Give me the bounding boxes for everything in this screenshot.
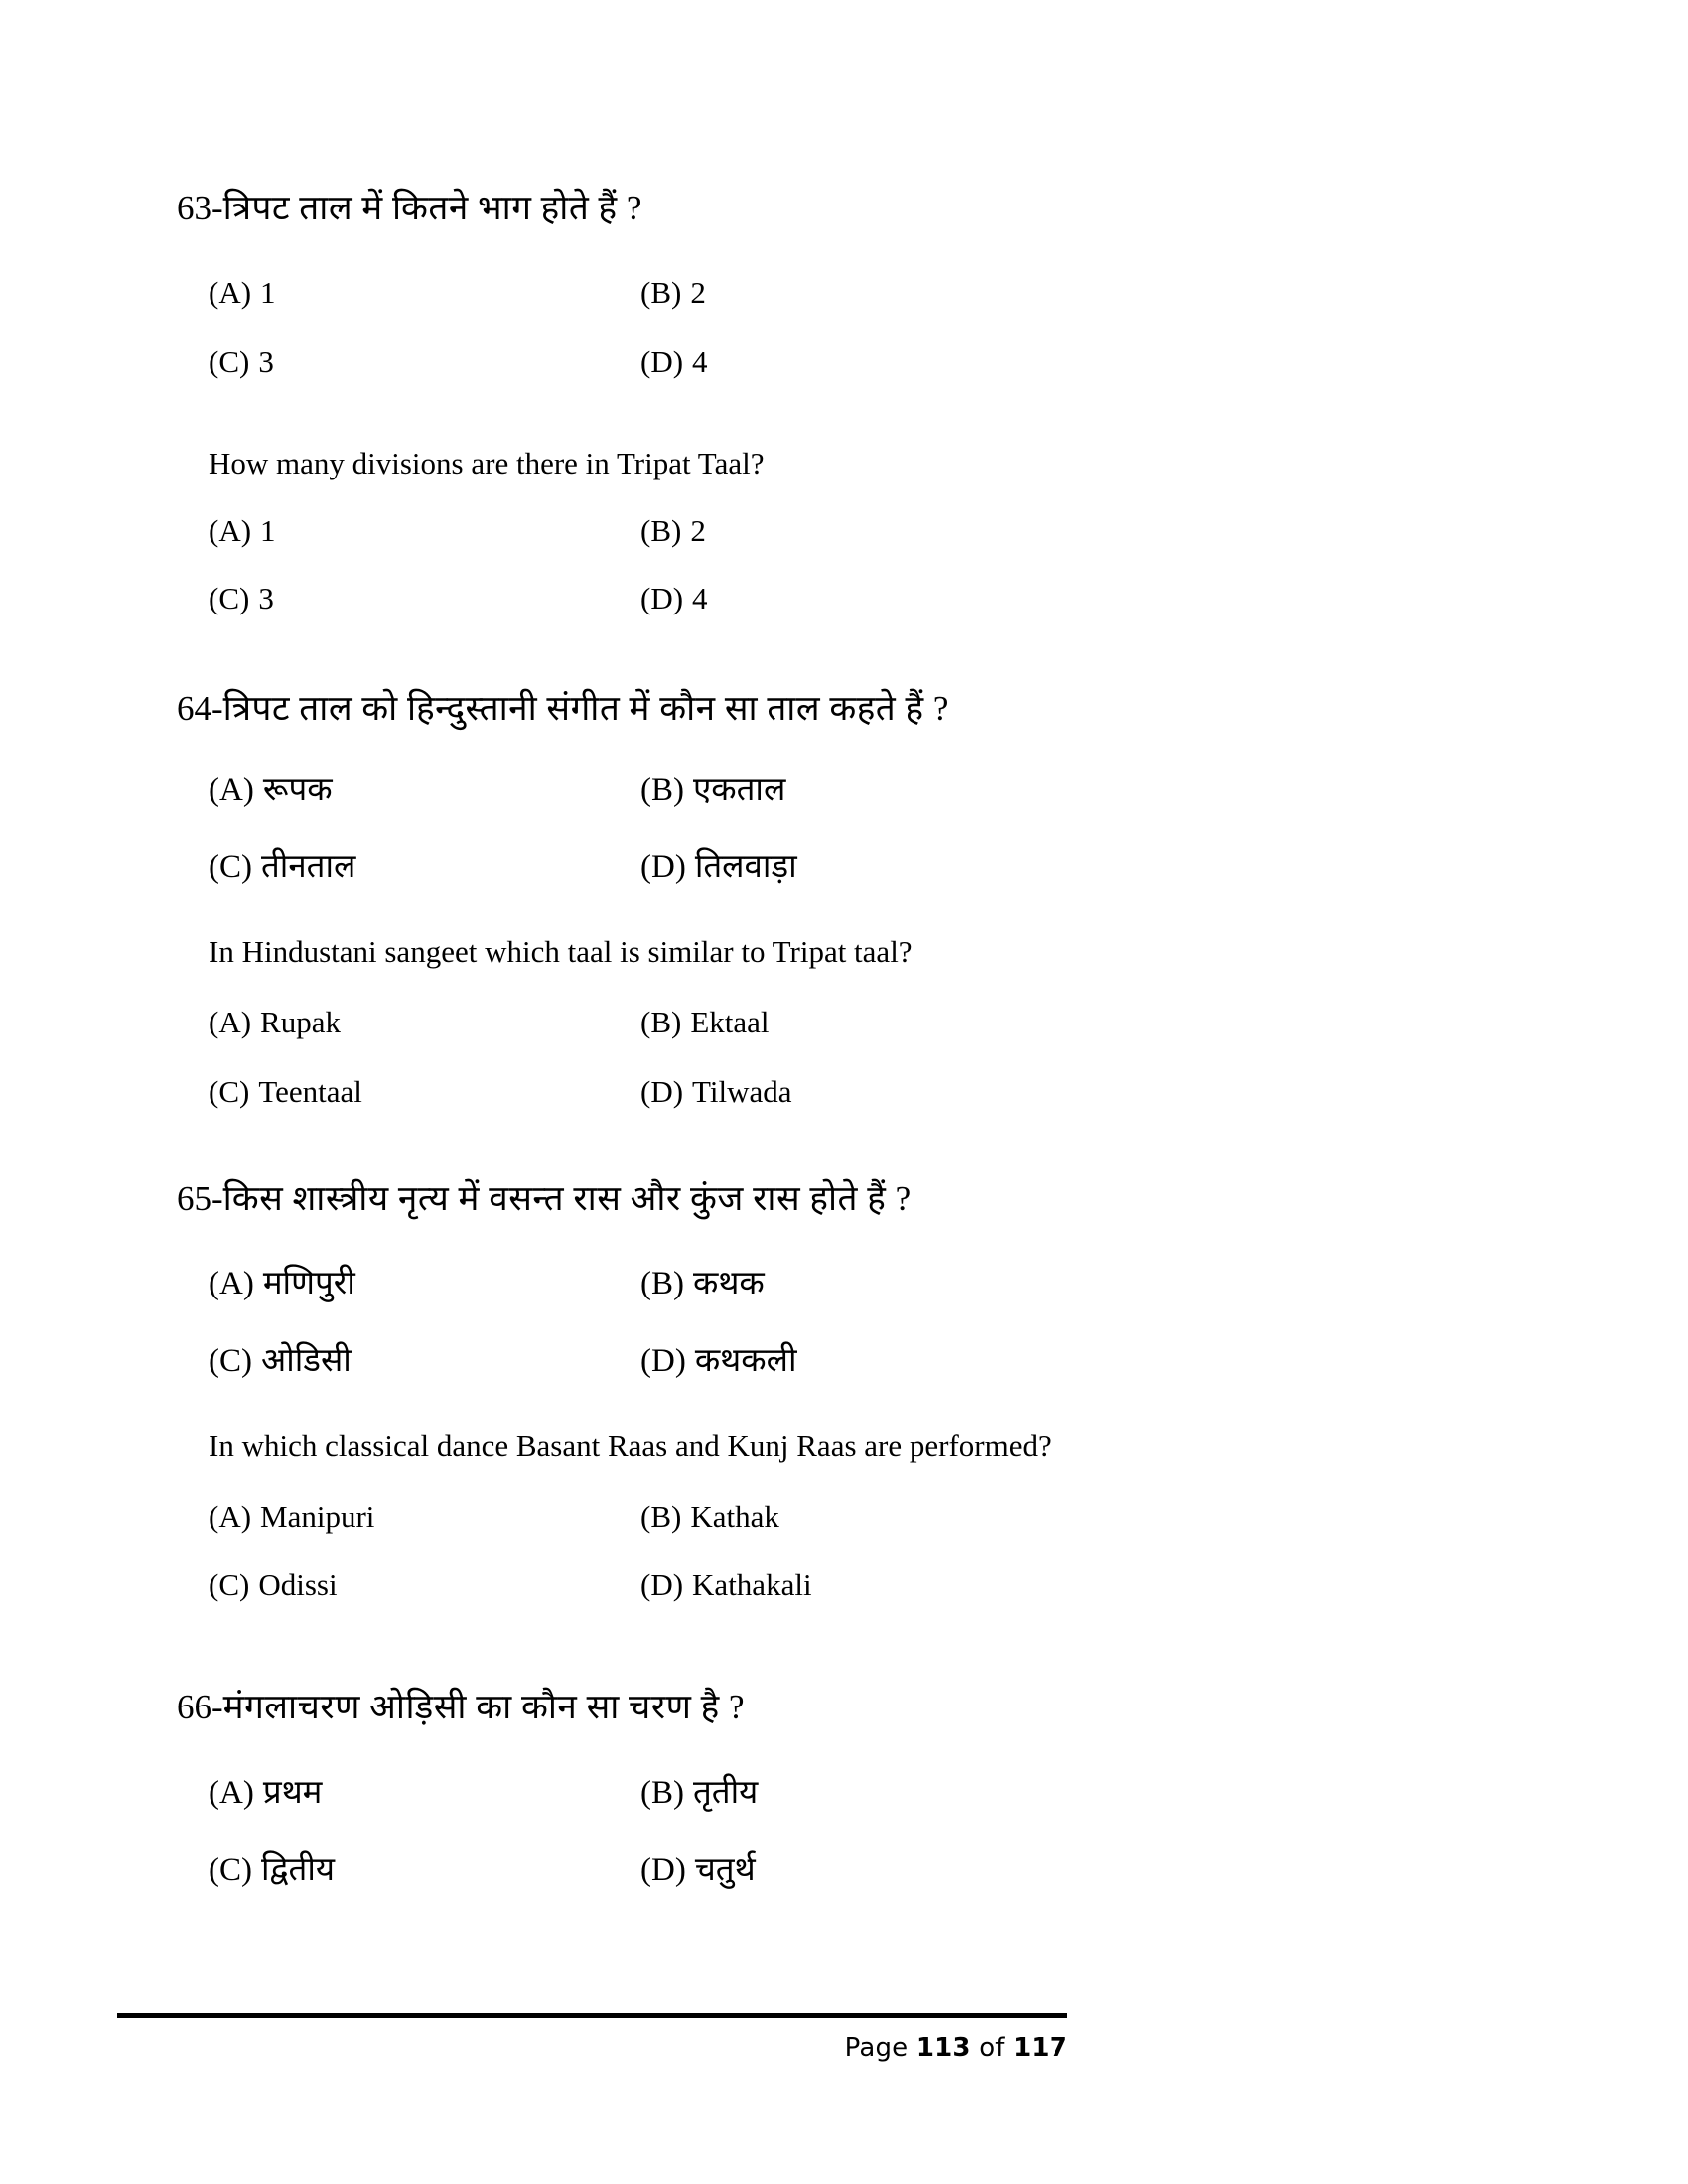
option-row-english-63-ab — [0, 511, 1688, 557]
option-row-english-64-ab — [0, 1003, 1688, 1048]
option-value-d: तिलवाड़ा — [694, 849, 797, 885]
option-65-english-d[interactable] — [640, 1566, 812, 1605]
question-text-english-65: In which classical dance Basant Raas and Kunj Raas are performed? — [209, 1429, 1052, 1463]
option-65-hindi-b[interactable] — [640, 1263, 765, 1305]
option-label-b: (B) — [640, 513, 682, 548]
option-64-english-a[interactable] — [209, 1003, 341, 1042]
option-value-a: Manipuri — [260, 1499, 375, 1534]
option-row-hindi-64-cd — [0, 846, 1688, 891]
option-label-b: (B) — [640, 772, 684, 808]
option-65-english-a[interactable] — [209, 1497, 374, 1537]
option-row-hindi-65-cd — [0, 1340, 1688, 1386]
option-label-b: (B) — [640, 1266, 684, 1301]
option-value-d: 4 — [692, 344, 708, 379]
option-label-d: (D) — [640, 344, 684, 379]
option-label-a: (A) — [209, 1499, 252, 1534]
option-63-hindi-b[interactable] — [640, 273, 706, 313]
option-65-english-b[interactable] — [640, 1497, 779, 1537]
option-value-a: रूपक — [262, 772, 333, 808]
footer-total-pages: 117 — [1013, 2033, 1067, 2063]
option-value-a: 1 — [260, 275, 276, 310]
option-row-hindi-65-ab — [0, 1263, 1688, 1308]
option-row-hindi-64-ab — [0, 769, 1688, 815]
question-text-english-64: In Hindustani sangeet which taal is similar to Tripat taal? — [209, 934, 913, 969]
option-value-b: तृतीय — [693, 1775, 759, 1811]
option-value-d: चतुर्थ — [694, 1852, 756, 1888]
option-row-hindi-66-ab — [0, 1772, 1688, 1818]
question-text-english-63: How many divisions are there in Tripat Taal? — [209, 446, 765, 480]
option-row-english-63-cd — [0, 579, 1688, 624]
option-row-english-65-ab — [0, 1497, 1688, 1543]
option-value-b: Kathak — [690, 1499, 779, 1534]
option-value-c: Teentaal — [258, 1074, 362, 1109]
page-number-footer — [117, 2033, 1067, 2063]
option-label-d: (D) — [640, 1852, 686, 1888]
question-heading-64 — [177, 687, 1468, 731]
option-label-b: (B) — [640, 1775, 684, 1811]
option-label-c: (C) — [209, 1568, 250, 1602]
option-value-b: 2 — [690, 513, 706, 548]
option-label-a: (A) — [209, 513, 252, 548]
option-label-b: (B) — [640, 275, 682, 310]
question-number-66: 66- — [177, 1688, 223, 1726]
footer-current-page: 113 — [915, 2033, 971, 2063]
option-row-english-65-cd — [0, 1566, 1688, 1611]
option-value-d: कथकली — [694, 1343, 797, 1379]
option-label-d: (D) — [640, 1343, 686, 1379]
option-65-hindi-d[interactable] — [640, 1340, 797, 1383]
option-64-english-c[interactable] — [209, 1072, 362, 1112]
option-value-a: प्रथम — [262, 1775, 323, 1811]
option-row-english-64-cd — [0, 1072, 1688, 1118]
option-label-c: (C) — [209, 344, 250, 379]
option-label-c: (C) — [209, 849, 252, 885]
option-label-d: (D) — [640, 1074, 684, 1109]
option-value-c: ओडिसी — [261, 1343, 352, 1379]
option-63-english-d[interactable] — [640, 579, 708, 618]
option-64-english-d[interactable] — [640, 1072, 792, 1112]
option-label-a: (A) — [209, 1266, 254, 1301]
option-label-c: (C) — [209, 1343, 252, 1379]
option-row-hindi-63-ab — [0, 273, 1688, 319]
question-number-65: 65- — [177, 1179, 223, 1218]
option-63-english-c[interactable] — [209, 579, 274, 618]
option-label-a: (A) — [209, 275, 252, 310]
option-label-d: (D) — [640, 581, 684, 615]
option-label-a: (A) — [209, 772, 254, 808]
option-63-english-a[interactable] — [209, 511, 276, 551]
option-value-c: 3 — [258, 344, 274, 379]
option-65-hindi-a[interactable] — [209, 1263, 355, 1305]
option-value-b: एकताल — [693, 772, 786, 808]
option-64-english-b[interactable] — [640, 1003, 770, 1042]
option-66-hindi-b[interactable] — [640, 1772, 758, 1815]
option-63-hindi-d[interactable] — [640, 342, 708, 382]
question-text-hindi-63: त्रिपट ताल में कितने भाग होते हैं ? — [222, 189, 642, 227]
option-64-hindi-c[interactable] — [209, 846, 355, 888]
option-66-hindi-a[interactable] — [209, 1772, 322, 1815]
option-label-d: (D) — [640, 849, 686, 885]
question-number-64: 64- — [177, 689, 223, 728]
option-label-d: (D) — [640, 1568, 684, 1602]
question-text-hindi-64: त्रिपट ताल को हिन्दुस्तानी संगीत में कौन सा ताल कहते हैं ? — [222, 689, 949, 728]
option-66-hindi-c[interactable] — [209, 1849, 335, 1892]
option-63-hindi-a[interactable] — [209, 273, 276, 313]
option-65-english-c[interactable] — [209, 1566, 338, 1605]
option-65-hindi-c[interactable] — [209, 1340, 352, 1383]
question-heading-66 — [177, 1686, 1468, 1729]
option-value-b: 2 — [690, 275, 706, 310]
option-64-hindi-d[interactable] — [640, 846, 797, 888]
option-value-b: Ektaal — [690, 1005, 770, 1039]
option-label-b: (B) — [640, 1499, 682, 1534]
question-text-hindi-65: किस शास्त्रीय नृत्य में वसन्त रास और कुंज रास होते हैं ? — [222, 1179, 912, 1218]
option-row-hindi-63-cd — [0, 342, 1688, 388]
option-label-c: (C) — [209, 1852, 252, 1888]
option-64-hindi-a[interactable] — [209, 769, 333, 812]
question-heading-63 — [177, 187, 1468, 230]
option-value-b: कथक — [693, 1266, 765, 1301]
option-value-a: 1 — [260, 513, 276, 548]
option-value-a: मणिपुरी — [262, 1266, 355, 1301]
footer-of-label: of — [979, 2033, 1005, 2063]
question-text-hindi-66: मंगलाचरण ओड़िसी का कौन सा चरण है ? — [222, 1688, 746, 1726]
option-value-d: 4 — [692, 581, 708, 615]
option-label-a: (A) — [209, 1005, 252, 1039]
option-value-d: Tilwada — [692, 1074, 792, 1109]
option-value-c: 3 — [258, 581, 274, 615]
option-66-hindi-d[interactable] — [640, 1849, 756, 1892]
option-label-c: (C) — [209, 581, 250, 615]
option-value-c: द्वितीय — [261, 1852, 336, 1888]
option-label-b: (B) — [640, 1005, 682, 1039]
question-number-63: 63- — [177, 189, 223, 227]
option-label-c: (C) — [209, 1074, 250, 1109]
option-value-c: Odissi — [258, 1568, 338, 1602]
footer-page-prefix: Page — [844, 2033, 909, 2063]
question-heading-65 — [177, 1177, 1468, 1221]
option-label-a: (A) — [209, 1775, 254, 1811]
option-64-hindi-b[interactable] — [640, 769, 785, 812]
option-row-hindi-66-cd — [0, 1849, 1688, 1895]
option-value-c: तीनताल — [261, 849, 356, 885]
option-value-a: Rupak — [260, 1005, 341, 1039]
option-63-english-b[interactable] — [640, 511, 706, 551]
option-value-d: Kathakali — [692, 1568, 812, 1602]
footer-divider — [117, 2013, 1067, 2018]
option-63-hindi-c[interactable] — [209, 342, 274, 382]
